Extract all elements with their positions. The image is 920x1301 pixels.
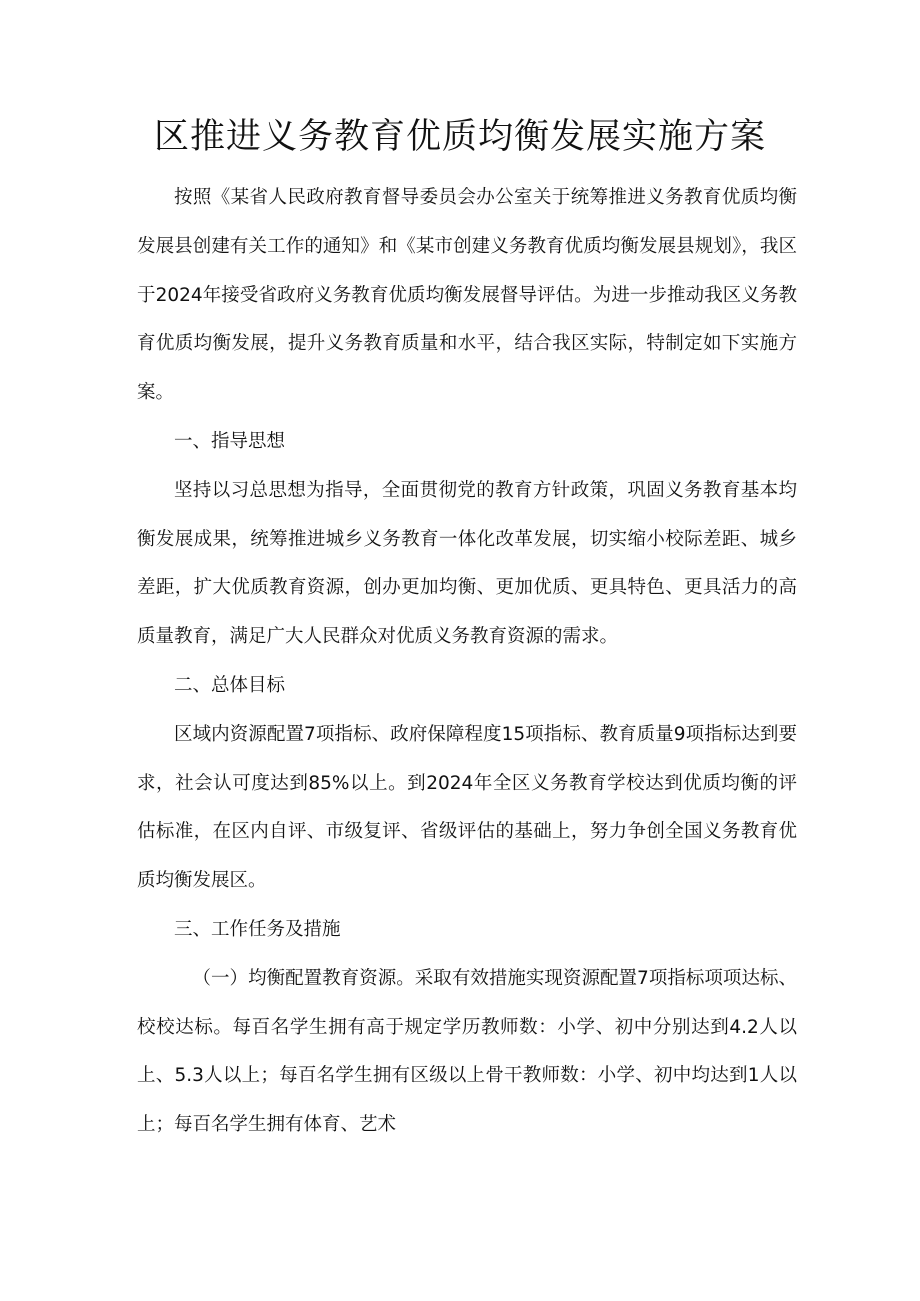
section-heading-overall-goal: 二、总体目标	[174, 674, 286, 696]
tasks-item-1-paragraph: （一）均衡配置教育资源。采取有效措施实现资源配置7项指标项项达标、校校达标。每百名学生拥有高于规定学历教师数：小学、初中分别达到4.2人以上、5.3人以上；每百名学生拥有区级以上骨干教师数：小学、初中均达到1人以上；每百名学生拥有体育、艺术	[137, 967, 797, 1136]
intro-paragraph: 按照《某省人民政府教育督导委员会办公室关于统筹推进义务教育优质均衡发展县创建有关工作的通知》和《某市创建义务教育优质均衡发展县规划》，我区于2024年接受省政府义务教育优质均衡发展督导评估。为进一步推动我区义务教育优质均衡发展，提升义务教育质量和水平，结合我区实际，特制定如下实施方案。	[137, 187, 797, 404]
section-heading-tasks-measures: 三、工作任务及措施	[174, 918, 341, 940]
guiding-ideology-paragraph: 坚持以习总思想为指导，全面贯彻党的教育方针政策，巩固义务教育基本均衡发展成果，统筹推进城乡义务教育一体化改革发展，切实缩小校际差距、城乡差距，扩大优质教育资源，创办更加均衡、更加优质、更具特色、更具活力的高质量教育，满足广大人民群众对优质义务教育资源的需求。	[137, 479, 797, 648]
document-body	[137, 174, 797, 1150]
section-heading-guiding-ideology: 一、指导思想	[174, 430, 286, 452]
document-title: 区推进义务教育优质均衡发展实施方案	[153, 117, 766, 157]
overall-goal-paragraph: 区域内资源配置7项指标、政府保障程度15项指标、教育质量9项指标达到要求，社会认可度达到85%以上。到2024年全区义务教育学校达到优质均衡的评估标准，在区内自评、市级复评、省级评估的基础上，努力争创全国义务教育优质均衡发展区。	[137, 723, 797, 892]
